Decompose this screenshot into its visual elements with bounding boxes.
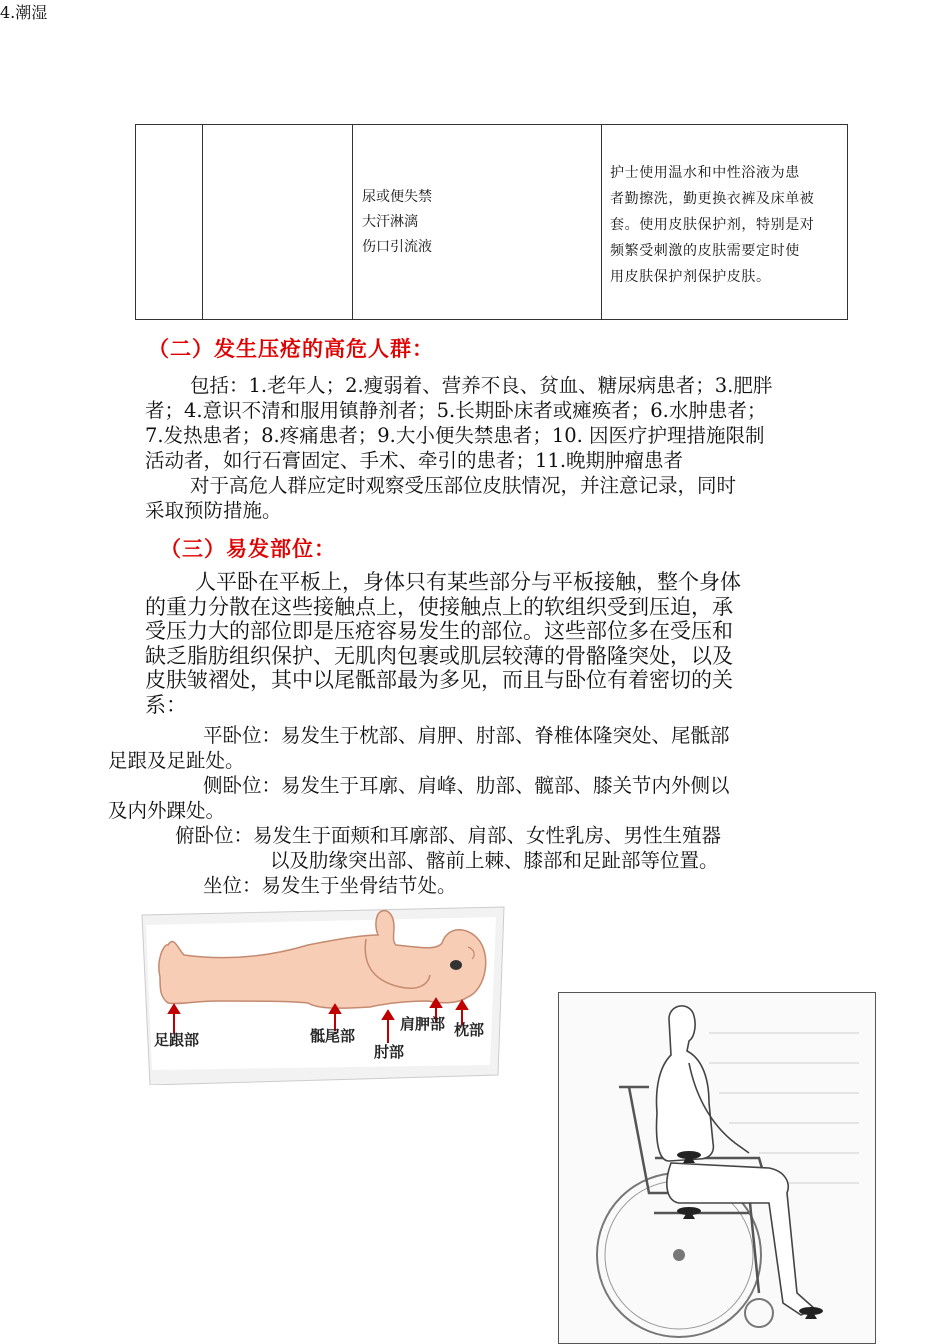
caster-wheel <box>745 1299 773 1327</box>
cause-line: 伤口引流液 <box>362 239 432 255</box>
cause-line: 大汗淋漓 <box>362 214 418 230</box>
intro-line: 系： <box>145 692 187 717</box>
section2-line-1: 包括：1.老年人；2.瘦弱着、营养不良、贫血、糖尿病患者；3.肥胖 <box>190 374 773 397</box>
table-cell-category: 4.潮湿 <box>0 3 48 22</box>
intro-line: 缺乏脂肪组织保护、无肌肉包裹或肌层较薄的骨骼隆突处，以及 <box>145 643 733 668</box>
section2-para2-line-1: 对于高危人群应定时观察受压部位皮肤情况，并注意记录，同时 <box>190 474 737 497</box>
sitting-line: 坐位：易发生于坐骨结节处。 <box>203 874 457 897</box>
eye-icon <box>450 960 462 970</box>
measure-line: 护士使用温水和中性浴液为患 <box>610 165 800 181</box>
label-heel: 足跟部 <box>154 1031 200 1049</box>
wheel-hub <box>673 1249 685 1261</box>
section3-heading: （三）易发部位： <box>160 536 336 561</box>
label-occiput: 枕部 <box>454 1021 485 1039</box>
lateral-line-2: 及内外踝处。 <box>108 799 226 822</box>
label-scapula: 肩胛部 <box>400 1015 446 1033</box>
table-column-category <box>202 125 353 319</box>
wheelchair-illustration <box>559 993 876 1344</box>
legs <box>667 1163 815 1315</box>
background-texture <box>709 1033 859 1183</box>
section2-para2-line-2: 采取预防措施。 <box>145 499 282 522</box>
section2-line-4: 活动者，如行石膏固定、手术、牵引的患者；11.晚期肿瘤患者 <box>145 449 684 472</box>
table-column-blank <box>136 125 203 319</box>
lateral-line-1: 侧卧位：易发生于耳廓、肩峰、肋部、髋部、膝关节内外侧以 <box>203 774 730 797</box>
label-sacrum: 骶尾部 <box>310 1027 356 1045</box>
measure-line: 者勤擦洗，勤更换衣裤及床单被 <box>610 191 815 207</box>
torso-head <box>657 1006 714 1161</box>
supine-pressure-figure <box>138 905 508 1085</box>
intro-line: 受压力大的部位即是压疮容易发生的部位。这些部位多在受压和 <box>145 619 733 643</box>
measure-line: 用皮肤保护剂保护皮肤。 <box>610 269 771 285</box>
section2-line-2: 者；4.意识不清和服用镇静剂者；5.长期卧床者或瘫痪者；6.水肿患者； <box>145 399 767 422</box>
section2-line-3: 7.发热患者；8.疼痛患者；9.大小便失禁患者；10. 因医疗护理措施限制 <box>145 424 765 447</box>
supine-line-1: 平卧位：易发生于枕部、肩胛、肘部、脊椎体隆突处、尾骶部 <box>203 724 730 747</box>
sitting-pressure-figure <box>558 992 876 1344</box>
section3-intro <box>145 570 741 717</box>
cause-line: 尿或便失禁 <box>362 189 432 205</box>
measure-line: 套。使用皮肤保护剂，特别是对 <box>610 217 815 233</box>
supine-line-2: 足跟及足趾处。 <box>108 749 245 772</box>
table-cell-causes <box>362 185 432 260</box>
measure-line: 频繁受刺激的皮肤需要定时使 <box>610 243 800 259</box>
seated-person <box>657 1006 816 1315</box>
section2-heading: （二）发生压疮的高危人群： <box>148 336 434 361</box>
table-cell-measures <box>610 160 814 290</box>
label-elbow: 肘部 <box>374 1043 405 1061</box>
intro-line: 皮肤皱褶处，其中以尾骶部最为多见，而且与卧位有着密切的关 <box>145 668 733 692</box>
prone-line-1: 俯卧位：易发生于面颊和耳廓部、肩部、女性乳房、男性生殖器 <box>175 824 722 847</box>
intro-line: 人平卧在平板上，身体只有某些部分与平板接触，整个身体 <box>195 570 741 594</box>
prone-line-2: 以及肋缘突出部、髂前上棘、膝部和足趾部等位置。 <box>270 849 719 872</box>
intro-line: 的重力分散在这些接触点上，使接触点上的软组织受到压迫，承 <box>145 594 733 619</box>
